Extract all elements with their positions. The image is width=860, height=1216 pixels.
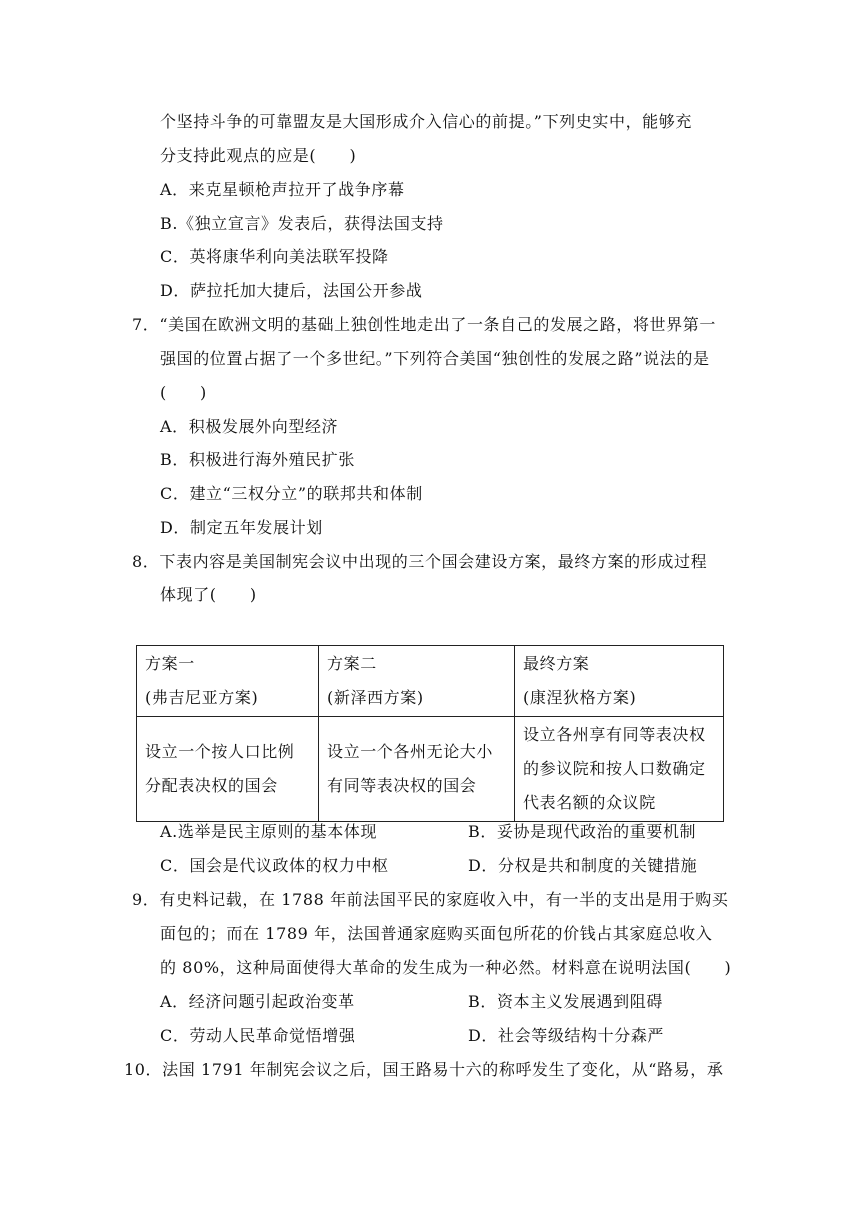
q6-option-c[interactable]: C．英将康华利向美法联军投降 [160, 247, 389, 266]
q8-stem-line-2: 体现了( ) [160, 585, 257, 604]
q9-stem-line-1: 9．有史料记载，在 1788 年前法国平民的家庭收入中，有一半的支出是用于购买 [132, 890, 729, 909]
table-header-row [137, 646, 724, 717]
plan-1-text-line-1: 设立一个按人口比例 [145, 742, 295, 761]
q9-option-b[interactable]: B．资本主义发展遇到阻碍 [468, 992, 663, 1011]
header-plan-2-title: 方案二 [327, 654, 377, 673]
final-plan-text-line-2: 的参议院和按人口数确定 [523, 759, 706, 778]
q6-stem-line-2: 分支持此观点的应是( ) [160, 146, 357, 165]
q7-stem-line-2: 强国的位置占据了一个多世纪。”下列符合美国“独创性的发展之路”说法的是 [160, 349, 710, 368]
table-cell [515, 717, 724, 822]
q9-option-c[interactable]: C．劳动人民革命觉悟增强 [160, 1026, 356, 1045]
header-final-plan-name: (康涅狄格方案) [523, 688, 637, 707]
header-final-plan-title: 最终方案 [523, 654, 590, 673]
q8-plan-table [136, 645, 724, 822]
q7-option-c[interactable]: C．建立“三权分立”的联邦共和体制 [160, 484, 423, 503]
q9-stem-line-3: 的 80%，这种局面使得大革命的发生成为一种必然。材料意在说明法国( ) [160, 958, 732, 977]
header-plan-2-name: (新泽西方案) [327, 688, 424, 707]
table-cell [137, 717, 319, 822]
q9-option-d[interactable]: D．社会等级结构十分森严 [468, 1026, 665, 1045]
plan-2-text-line-2: 有同等表决权的国会 [327, 776, 477, 795]
table-header-cell [319, 646, 515, 717]
table-header-cell [137, 646, 319, 717]
q8-stem-line-1: 8．下表内容是美国制宪会议中出现的三个国会建设方案，最终方案的形成过程 [132, 552, 708, 571]
q9-stem-line-2: 面包的；而在 1789 年，法国普通家庭购买面包所花的价钱占其家庭总收入 [160, 924, 713, 943]
header-plan-1-name: (弗吉尼亚方案) [145, 688, 259, 707]
q7-option-d[interactable]: D．制定五年发展计划 [160, 518, 323, 537]
final-plan-text-line-3: 代表名额的众议院 [523, 793, 656, 812]
table-header-cell [515, 646, 724, 717]
q7-stem-line-3: ( ) [160, 383, 207, 402]
final-plan-text-line-1: 设立各州享有同等表决权 [523, 725, 706, 744]
q6-option-a[interactable]: A．来克星顿枪声拉开了战争序幕 [160, 180, 405, 199]
q6-option-d[interactable]: D．萨拉托加大捷后，法国公开参战 [160, 281, 423, 300]
q9-option-a[interactable]: A．经济问题引起政治变革 [160, 992, 355, 1011]
plan-2-text-line-1: 设立一个各州无论大小 [327, 742, 494, 761]
plan-1-text-line-2: 分配表决权的国会 [145, 776, 278, 795]
q7-stem-line-1: 7．“美国在欧洲文明的基础上独创性地走出了一条自己的发展之路，将世界第一 [132, 315, 716, 334]
q10-stem-line-1: 10．法国 1791 年制宪会议之后，国王路易十六的称呼发生了变化，从“路易，承 [124, 1060, 724, 1079]
q8-option-a[interactable]: A.选举是民主原则的基本体现 [160, 822, 378, 841]
q7-option-a[interactable]: A．积极发展外向型经济 [160, 417, 339, 436]
q8-option-c[interactable]: C．国会是代议政体的权力中枢 [160, 856, 389, 875]
q6-option-b[interactable]: B.《独立宣言》发表后，获得法国支持 [160, 214, 444, 233]
table-cell [319, 717, 515, 822]
header-plan-1-title: 方案一 [145, 654, 195, 673]
q8-option-b[interactable]: B．妥协是现代政治的重要机制 [468, 822, 697, 841]
q6-stem-line-1: 个坚持斗争的可靠盟友是大国形成介入信心的前提。”下列史实中，能够充 [160, 112, 692, 131]
q7-option-b[interactable]: B．积极进行海外殖民扩张 [160, 450, 355, 469]
q8-option-d[interactable]: D．分权是共和制度的关键措施 [468, 856, 698, 875]
table-row [137, 717, 724, 822]
